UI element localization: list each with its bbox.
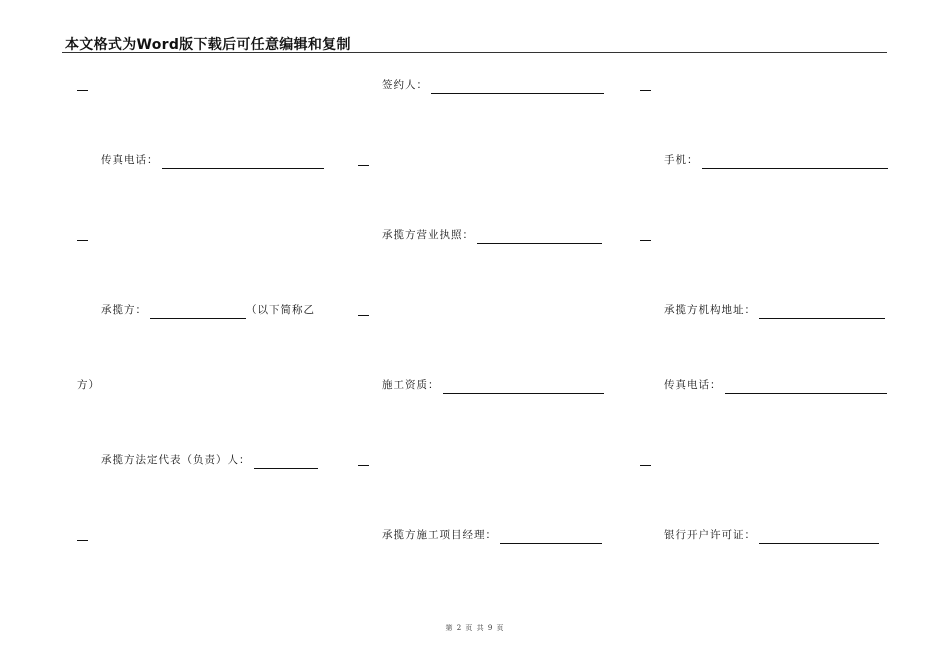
mobile-label: 手机：: [664, 154, 699, 166]
signatory-field[interactable]: [431, 79, 604, 94]
blank-dash: [77, 540, 88, 541]
blank-dash: [77, 90, 88, 91]
contractor-suffix: （以下简称乙: [246, 304, 315, 316]
column-1: [77, 0, 327, 672]
project-manager-label: 承揽方施工项目经理：: [382, 529, 497, 541]
qualification-field[interactable]: [443, 379, 604, 394]
blank-dash: [358, 315, 369, 316]
fax-phone-field[interactable]: [162, 154, 324, 169]
page-footer: 第 2 页 共 9 页: [445, 624, 505, 632]
blank-dash: [640, 90, 651, 91]
mobile-field[interactable]: [702, 154, 888, 169]
org-address-label: 承揽方机构地址：: [664, 304, 756, 316]
business-license-label: 承揽方营业执照：: [382, 229, 474, 241]
blank-dash: [358, 465, 369, 466]
column-2: [358, 0, 608, 672]
document-header-title: 本文格式为Word版下载后可任意编辑和复制: [65, 37, 351, 53]
bank-permit-field[interactable]: [759, 529, 879, 544]
qualification-row: [358, 376, 604, 394]
contractor-label: 承揽方：: [101, 304, 147, 316]
blank-dash: [77, 240, 88, 241]
bank-permit-row: [640, 526, 879, 544]
legal-rep-row: [77, 451, 318, 469]
org-address-field[interactable]: [759, 304, 885, 319]
bank-permit-label: 银行开户许可证：: [664, 529, 756, 541]
business-license-row: [358, 226, 602, 244]
signatory-label: 签约人：: [382, 79, 428, 91]
signatory-row: [358, 76, 604, 94]
fax-phone-row: [640, 376, 887, 394]
contractor-row-continued: [77, 376, 100, 394]
fax-phone-label: 传真电话：: [101, 154, 159, 166]
legal-rep-field[interactable]: [254, 454, 318, 469]
contractor-field[interactable]: [150, 304, 246, 319]
fax-phone-field[interactable]: [725, 379, 887, 394]
qualification-label: 施工资质：: [382, 379, 440, 391]
blank-dash: [640, 240, 651, 241]
column-3: [640, 0, 890, 672]
org-address-row: [640, 301, 885, 319]
fax-phone-row: [77, 151, 324, 169]
legal-rep-label: 承揽方法定代表（负责）人：: [101, 454, 251, 466]
business-license-field[interactable]: [477, 229, 602, 244]
contractor-row: [77, 301, 315, 319]
fax-phone-label: 传真电话：: [664, 379, 722, 391]
blank-dash: [640, 465, 651, 466]
project-manager-field[interactable]: [500, 529, 602, 544]
contractor-suffix-continued: 方）: [77, 379, 100, 391]
blank-dash: [358, 165, 369, 166]
project-manager-row: [358, 526, 602, 544]
mobile-row: [640, 151, 888, 169]
